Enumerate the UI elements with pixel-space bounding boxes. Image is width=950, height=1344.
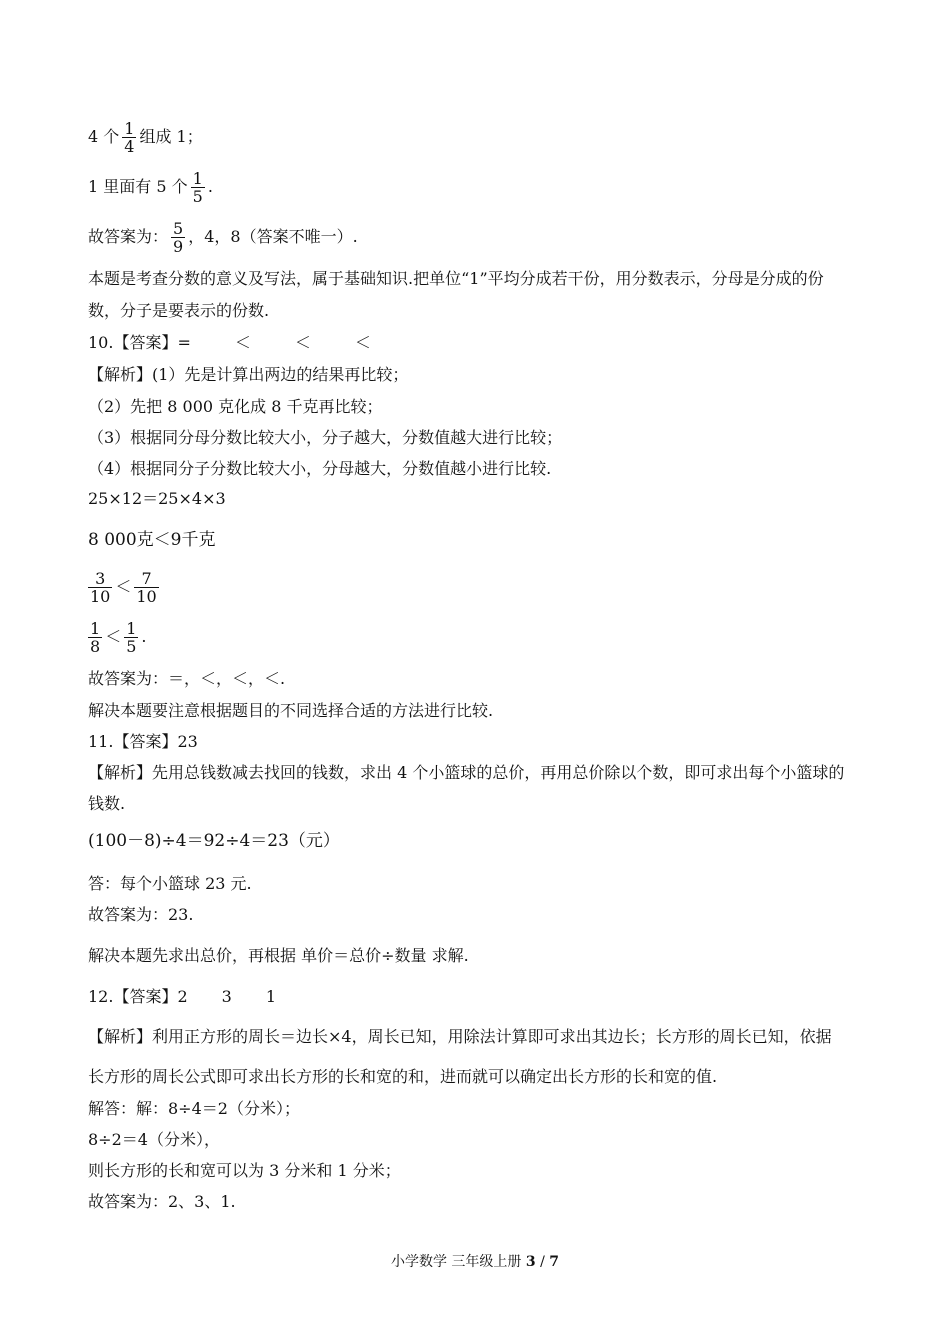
q11-equation: (100－8)÷4＝92÷4＝23（元）: [88, 831, 340, 851]
page-footer: 小学数学 三年级上册 3 / 7: [390, 1254, 560, 1270]
q12-analysis: 【解析】利用正方形的周长＝边长×4，周长已知，用除法计算即可求出其边长；长方形的周长已知，依据: [88, 1027, 832, 1046]
q11-answer: 11.【答案】23: [88, 732, 198, 751]
q11-result: 故答案为：23.: [88, 905, 194, 924]
q12-solution-2: 8÷2＝4（分米），: [88, 1130, 220, 1149]
q10-analysis-3: （3）根据同分母分数比较大小，分子越大，分数值越大进行比较；: [88, 428, 563, 447]
fraction: $\frac{1}{5}$: [126, 619, 137, 656]
line-five-fifths: 1 里面有 5 个 $\frac{1}{5}$ .: [88, 169, 213, 206]
total-pages: 7: [549, 1254, 560, 1270]
line-answer-fraction: 故答案为： $\frac{5}{9}$ ，4，8（答案不唯一）.: [88, 219, 358, 256]
q10-analysis-2: （2）先把 8 000 克化成 8 千克再比较；: [88, 397, 383, 416]
fraction: $\frac{1}{8}$: [90, 619, 101, 656]
fraction: $\frac{3}{10}$: [90, 569, 111, 606]
fraction: $\frac{7}{10}$: [136, 569, 157, 606]
explanation-line: 数，分子是要表示的份数.: [88, 301, 270, 320]
q10-fraction-compare-1: $\frac{3}{10}$ ＜ $\frac{7}{10}$: [90, 569, 157, 606]
q12-solution-1: 解答：解：8÷4＝2（分米）；: [88, 1099, 300, 1118]
q10-result: 故答案为：＝，＜，＜，＜.: [88, 669, 286, 688]
q12-result: 故答案为：2、3、1.: [88, 1192, 236, 1211]
q12-answer: 12.【答案】2 3 1: [88, 987, 277, 1006]
q10-equation-2: 8 000克＜9千克: [88, 530, 216, 550]
fraction: $\frac{5}{9}$: [173, 219, 184, 256]
q11-note: 解决本题先求出总价，再根据 单价＝总价÷数量 求解.: [88, 946, 469, 965]
q10-analysis-1: 【解析】(1）先是计算出两边的结果再比较；: [88, 365, 409, 384]
fraction: $\frac{1}{4}$: [124, 119, 135, 156]
q12-analysis: 长方形的周长公式即可求出长方形的长和宽的和，进而就可以确定出长方形的长和宽的值.: [88, 1067, 718, 1086]
q11-reply: 答：每个小篮球 23 元.: [88, 874, 252, 893]
q11-analysis: 【解析】先用总钱数减去找回的钱数，求出 4 个小篮球的总价，再用总价除以个数，即可求出每个小篮球的: [88, 763, 845, 782]
fraction: $\frac{1}{5}$: [192, 169, 203, 206]
q11-analysis: 钱数.: [88, 794, 126, 813]
explanation-line: 本题是考查分数的意义及写法，属于基础知识.把单位“1”平均分成若干份，用分数表示，分母是分成的份: [88, 269, 824, 288]
q10-fraction-compare-2: $\frac{1}{8}$ ＜ $\frac{1}{5}$ .: [90, 619, 147, 656]
q10-analysis-4: （4）根据同分子分数比较大小，分母越大，分数值越小进行比较.: [88, 459, 552, 478]
q12-solution-3: 则长方形的长和宽可以为 3 分米和 1 分米；: [88, 1161, 401, 1180]
q10-note: 解决本题要注意根据题目的不同选择合适的方法进行比较.: [88, 701, 494, 720]
line-four-quarters: 4 个 $\frac{1}{4}$ 组成 1；: [88, 119, 203, 156]
q10-equation-1: 25×12＝25×4×3: [88, 489, 226, 508]
current-page: 3: [525, 1254, 536, 1270]
q10-answer: 10.【答案】= ＜ ＜ ＜: [88, 333, 371, 352]
